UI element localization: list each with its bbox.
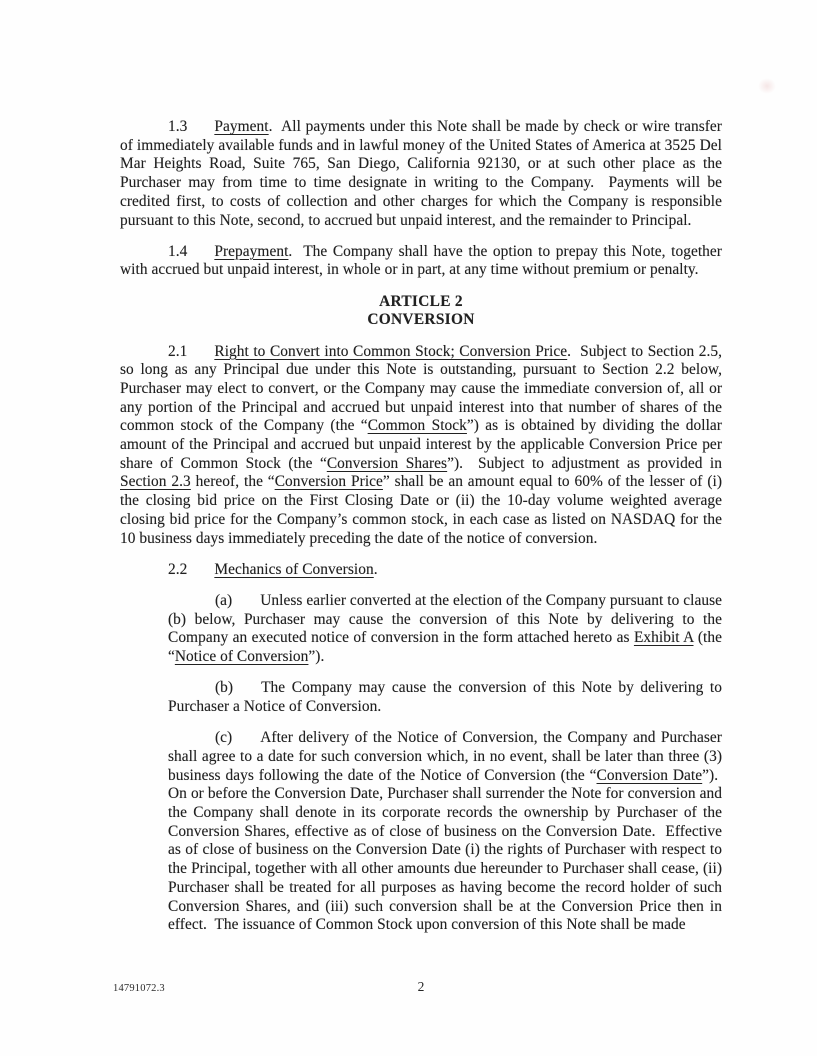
subsection-2-2-a	[168, 592, 722, 667]
underlined-text: Conversion Shares	[326, 454, 448, 472]
text-run: ”).	[308, 648, 325, 666]
subsection-2-2-b	[168, 679, 722, 716]
text-run: ”). On or before the Conversion Date, Purchaser shall surrender the Note for conversion and the Company shall denote in its corporate records the ownership by Purchaser of the Conversion Shares, effective as of close of business on the Conversion Date. Effective as of close of business on the Conversion Date (i) the rights of Purchaser with respect to the Principal, together with all other amounts due hereunder to Purchaser shall cease, (ii) Purchaser shall be treated for all purposes as having become the record holder of such Conversion Shares, and (iii) such conversion shall be at the Conversion Price then in effect. The issuance of Common Stock upon conversion of this Note shall be made	[168, 766, 722, 934]
text-run: . The Company shall have the option to prepay this Note, together with accrued but unpaid interest, in whole or in part, at any time without premium or penalty.	[120, 242, 722, 279]
underlined-text: Prepayment	[214, 242, 289, 260]
text-run: After delivery of the Notice of Conversion, the Company and Purchaser shall agree to a date for such conversion which, in no event, shall be later than three (3) business days following the date of the Notice of Conversion (the “	[168, 729, 722, 784]
text-run: The Company may cause the conversion of this Note by delivering to Purchaser a Notice of Conversion.	[168, 679, 722, 715]
document-body	[120, 118, 722, 947]
document-number: 14791072.3	[113, 983, 165, 994]
section-2-2-mechanics	[120, 561, 722, 580]
page-footer	[0, 975, 817, 1005]
text-run: . Subject to Section 2.5, so long as any Principal due under this Note is outstanding, pursuant to Section 2.2 below, Purchaser may elect to convert, or the Company may cause the immediate conversion of, all or any portion of the Principal and accrued but unpaid interest into that number of shares of the common stock of the Company (the “	[120, 342, 723, 435]
underlined-text: Exhibit A	[633, 629, 694, 647]
text-run: Unless earlier converted at the election of the Company pursuant to clause (b) below, Purchaser may cause the conversion of this Note by delivering to the Company an executed notice of conversion in the form attached hereto as	[168, 591, 722, 647]
section-1-4-prepayment	[120, 243, 722, 280]
underlined-text: Notice of Conversion	[174, 648, 309, 666]
article-2-subheading	[120, 311, 722, 330]
subsection-2-2-c	[168, 729, 722, 935]
section-2-1-right-to-convert	[120, 343, 722, 549]
underlined-text: Right to Convert into Common Stock; Conversion Price	[214, 342, 568, 360]
text-run: . All payments under this Note shall be made by check or wire transfer of immediately available funds and in lawful money of the United States of America at 3525 Del Mar Heights Road, Suite 765, San Diego, California 92130, or at such other place as the Purchaser may from time to time designate in writing to the Company. Payments will be credited first, to costs of collection and other charges for which the Company is responsible pursuant to this Note, second, to accrued but unpaid interest, and the remainder to Principal.	[120, 118, 722, 229]
text-run: CONVERSION	[367, 311, 475, 329]
scan-artifact	[758, 78, 776, 94]
underlined-text: Section 2.3	[120, 473, 191, 491]
underlined-text: Payment	[214, 118, 269, 135]
section-1-3-payment	[120, 118, 722, 230]
text-run: 2.2	[168, 560, 188, 578]
text-run: 1.4	[168, 242, 188, 260]
text-run: hereof, the “	[190, 473, 275, 491]
page-number-container	[120, 978, 722, 996]
underlined-text: Conversion Date	[596, 766, 703, 784]
underlined-text: Common Stock	[367, 417, 467, 435]
text-run: ” shall be an amount equal to 60% of the lesser of (i) the closing bid price on the First Closing Date or (ii) the 10-day volume weighted average closing bid price for the Company’s common stock, in each case as listed on NASDAQ for the 10 business days immediately preceding the date of the notice of conversion.	[120, 473, 722, 547]
text-run: (c)	[215, 729, 233, 747]
article-2-heading	[120, 293, 722, 312]
text-run: (the “	[168, 629, 723, 666]
text-run: 1.3	[168, 118, 188, 135]
text-run: (b)	[215, 679, 234, 697]
text-run: (a)	[215, 591, 233, 609]
page-number: 2	[417, 979, 425, 994]
text-run: ”). Subject to adjustment as provided in	[447, 454, 722, 472]
text-run: .	[373, 560, 378, 578]
text-run: 2.1	[168, 342, 188, 360]
underlined-text: Conversion Price	[274, 473, 383, 491]
text-run: ”) as is obtained by dividing the dollar amount of the Principal and accrued but unpaid interest by the applicable Conversion Price per share of Common Stock (the “	[120, 417, 722, 472]
text-run: ARTICLE 2	[379, 292, 463, 310]
underlined-text: Mechanics of Conversion	[214, 560, 374, 578]
